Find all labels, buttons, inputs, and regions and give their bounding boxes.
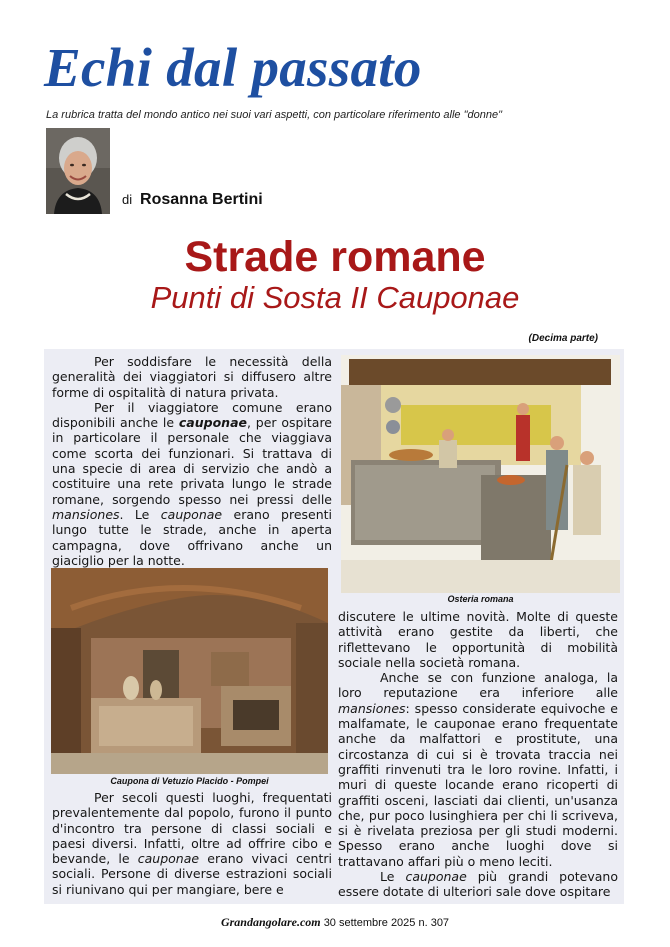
paragraph: Le cauponae più grandi potevano essere dotate di ulteriori sale dove ospitare [338,869,618,900]
paragraph: Per soddisfare le necessità della generalità dei viaggiatori si diffusero altre forme di ospitalità di natura privata. [52,354,332,400]
text-column-top-left [52,354,332,568]
text-column-right [338,609,618,900]
masthead: Echi dal passato [44,37,422,98]
issue-info: 30 settembre 2025 n. 307 [323,917,450,929]
author-photo [46,128,110,214]
paragraph: Anche se con funzione analoga, la loro reputazione era inferiore alle mansiones: spesso considerate equivoche e malfamate, le cauponae erano frequentate anche da malfattori e prostitute, una circostanza di cui si è trovata traccia nei graffiti rinvenuti tra le loro rovine. Infatti, i muri di queste locande erano ricoperti di graffiti osceni, lasciati dai clienti, un'usanza che, pur poco lusinghiera per chi li scriveva, si è rivelata preziosa per gli studi moderni. Spesso erano anche luoghi dove si trattavano affari più o meno leciti. [338,670,618,869]
article-subtitle: Punti di Sosta II Cauponae [150,280,520,315]
paragraph: discutere le ultime novità. Molte di queste attività erano gestite da liberti, che riflettevano le opportunità di mobilità sociale nella società romana. [338,609,618,670]
osteria-illustration [341,355,620,593]
page-footer [0,915,670,930]
caupona-caption: Caupona di Vetuzio Placido - Pompei [110,776,269,786]
text-column-bottom-left [52,790,332,897]
tagline: La rubrica tratta del mondo antico nei suoi vari aspetti, con particolare riferimento alle "donne" [46,109,503,121]
part-label: (Decima parte) [528,333,598,344]
paragraph: Per il viaggiatore comune erano disponibili anche le cauponae, per ospitare in particolare il personale che viaggiava come scorta dei funzionari. Si trattava di una specie di area di servizio che andò a costituire una rete privata lungo le strade romane, sorgendo spesso nei pressi delle mansiones. Le cauponae erano presenti lungo tutte le strade, anche in aperta campagna, dove offrivano anche un giaciglio per la notte. [52,399,333,568]
osteria-caption: Osteria romana [447,594,514,604]
caupona-photo [51,568,328,774]
article-title: Strade romane [184,233,486,281]
article-body [44,349,624,904]
author-name: Rosanna Bertini [140,191,263,208]
site-name[interactable]: Grandangolare.com [220,915,321,929]
byline [122,191,263,209]
byline-prefix: di [122,192,133,207]
paragraph: Per secoli questi luoghi, frequentati prevalentemente dal popolo, furono il punto d'incontro tra persone di classi sociali e paesi diversi. Infatti, oltre ad offrire cibo e bevande, le cauponae erano vivaci centri sociali. Persone di diverse estrazioni sociali si riunivano qui per mangiare, bere e [52,790,332,897]
